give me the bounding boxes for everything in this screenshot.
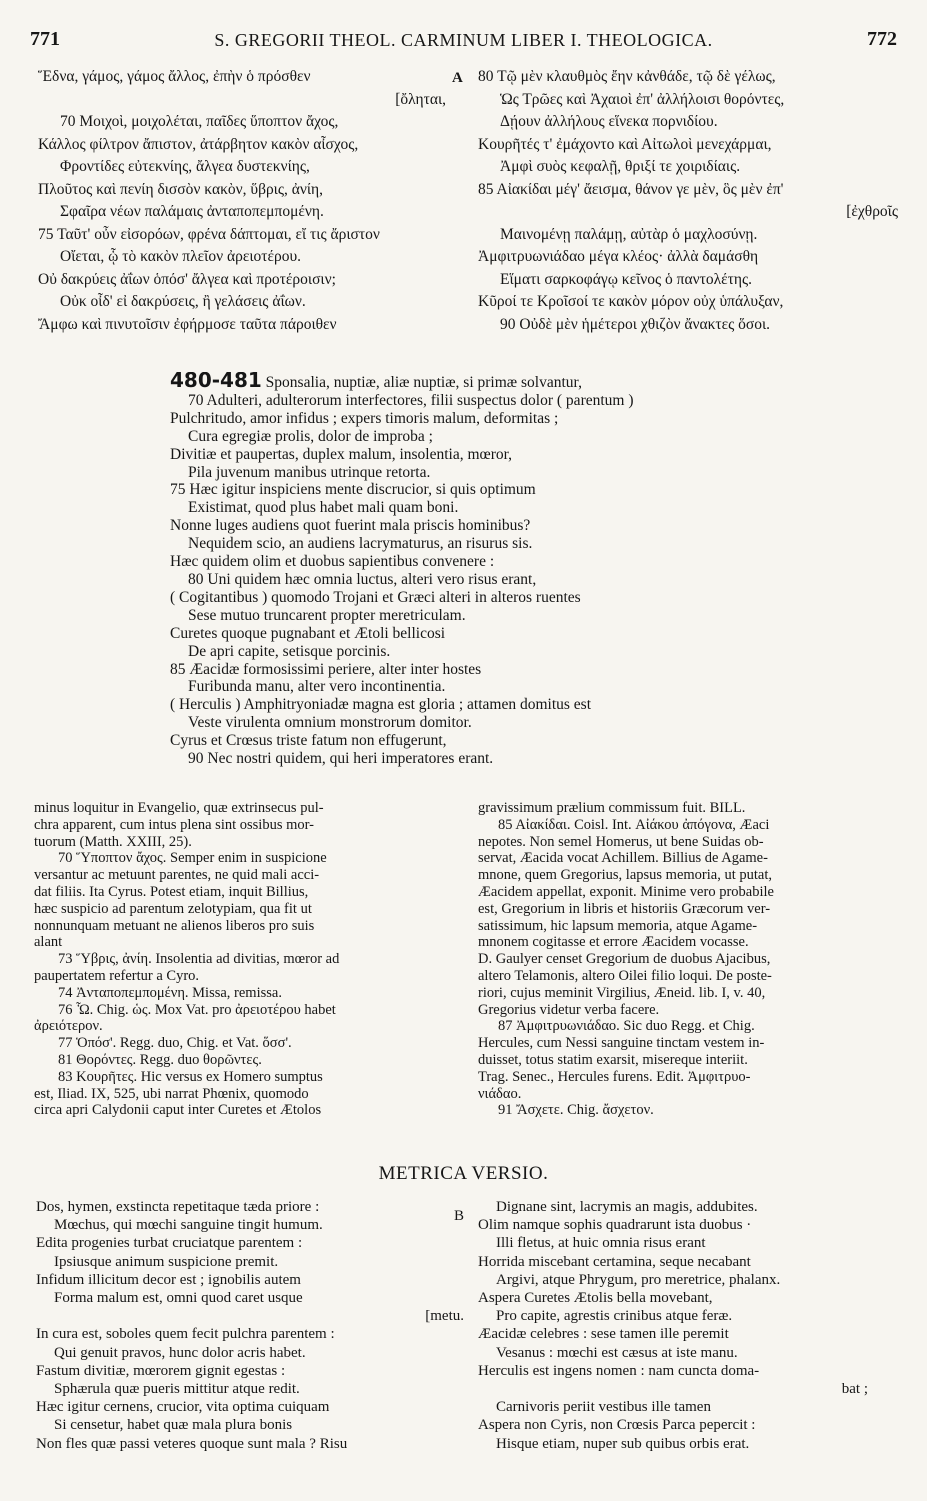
note-line: 85 Αἰακίδαι. Coisl. Int. Αἰάκου ἀπόγονα, Æaci <box>498 816 770 833</box>
greek-line: 85 Αἰακίδαι μέγ' ἄεισμα, θάνον γε μὲν, ὃς μὲν ἐπ' <box>478 180 784 198</box>
note-line: hæc suspicio ad parentum zelotypiam, qua fit ut <box>34 900 312 917</box>
note-line: minus loquitur in Evangelio, quæ extrinsecus pul- <box>34 800 324 816</box>
note-line: νιάδαο. <box>478 1085 522 1102</box>
note-line: 76 Ὧ. Chig. ὡς. Mox Vat. pro ἀρειοτέρου habet <box>58 1001 336 1018</box>
column-number: 480-481 <box>170 372 262 392</box>
greek-line: Κάλλος φίλτρον ἄπιστον, ἀτάρβητον κακὸν αἶσχος, <box>38 135 359 153</box>
note-line: Gregorius videtur verba facere. <box>478 1001 660 1018</box>
latin-line: Existimat, quod plus habet mali quam boni. <box>188 499 459 517</box>
greek-line: Ἀμφιτρυωνιάδαο μέγα κλέος· ἀλλὰ δαμάσθη <box>478 248 759 265</box>
verse-line: Hæc igitur cernens, crucior, vita optima cuiquam <box>36 1399 330 1416</box>
latin-line: Pila juvenum manibus utrinque retorta. <box>188 463 431 481</box>
latin-line: 85 Æacidæ formosissimi periere, alter inter hostes <box>170 660 482 678</box>
verse-line: Argivi, atque Phrygum, pro meretrice, phalanx. <box>496 1271 781 1288</box>
latin-line: ( Herculis ) Amphitryoniadæ magna est gloria ; attamen domitus est <box>170 696 591 714</box>
latin-line: Sponsalia, nuptiæ, aliæ nuptiæ, si primæ solvantur, <box>265 374 582 391</box>
latin-line: 70 Adulteri, adulterorum interfectores, filii suspectus dolor ( parentum ) <box>188 391 634 409</box>
greek-line: 90 Οὐδὲ μὲν ἡμέτεροι χθιζὸν ἄνακτες ὅσοι. <box>500 315 771 333</box>
note-line: dat filiis. Ita Cyrus. Potest etiam, inquit Billius, <box>34 883 309 900</box>
note-line: 74 Ἀνταποπεμπομένη. Missa, remissa. <box>58 984 282 1001</box>
running-title: S. GREGORII THEOL. CARMINUM LIBER I. THEOLOGICA. <box>214 30 713 50</box>
greek-line: 75 Ταῦτ' οὖν εἰσορόων, φρένα δάπτομαι, εἴ τις ἄριστον <box>38 225 380 243</box>
greek-line: Εἵματι σαρκοφάγῳ κεῖνος ὁ παντολέτης. <box>500 270 752 288</box>
latin-line: 75 Hæc igitur inspiciens mente discrucior, si quis optimum <box>170 481 536 499</box>
greek-line: Κῦροί τε Κροῖσοί τε κακὸν μόρον οὐχ ὑπάλυξαν, <box>478 293 784 310</box>
latin-line: De apri capite, setisque porcinis. <box>188 642 391 660</box>
note-line: Æacidem appellat, exponit. Minime vero probabile <box>478 883 774 900</box>
greek-line: Μαινομένῃ παλάμῃ, αὐτὰρ ὁ μαχλοσύνῃ. <box>500 225 758 243</box>
notes-left-column <box>34 800 458 1119</box>
note-line: paupertatem refertur a Cyro. <box>34 967 200 984</box>
note-line: ἀρειότερον. <box>34 1018 103 1035</box>
note-line: Hercules, cum Nessi sanguine tinctam vestem in- <box>478 1035 765 1052</box>
greek-line: Κουρῆτές τ' ἐμάχοντο καὶ Αἰτωλοὶ μενεχάρμαι, <box>478 135 772 153</box>
latin-line: 90 Nec nostri quidem, qui heri imperatores erant. <box>188 750 494 768</box>
verse-line: Olim namque sophis quadrarunt ista duobus · <box>478 1217 752 1234</box>
greek-line: 80 Τῷ μὲν κλαυθμὸς ἔην κἀνθάδε, τῷ δὲ γέλως, <box>478 68 776 85</box>
note-line: 77 Ὁπόσ'. Regg. duo, Chig. et Vat. ὅσσ'. <box>58 1035 292 1052</box>
verse-line: Si censetur, habet quæ mala plura bonis <box>54 1417 293 1434</box>
latin-line: Cura egregiæ prolis, dolor de improba ; <box>188 427 433 445</box>
note-line: nonnunquam metuant ne alienos liberos pro suis <box>34 917 315 934</box>
latin-line: Pulchritudo, amor infidus ; expers timoris malum, deformitas ; <box>170 409 559 427</box>
note-line: mnonem cogitasse et errore Æacidem vocasse. <box>478 934 749 951</box>
page-number-left: 771 <box>30 28 60 50</box>
latin-line: Cyrus et Crœsus triste fatum non effugerunt, <box>170 732 447 750</box>
verse-line: Vesanus : mœchi est cæsus at iste manu. <box>496 1344 738 1361</box>
note-line: 87 Ἀμφιτρυωνιάδαο. Sic duo Regg. et Chig. <box>498 1018 755 1035</box>
note-line: alant <box>34 934 63 951</box>
verse-line: Horrida miscebant certamina, seque necabant <box>478 1253 751 1270</box>
greek-line: Ἀμφὶ συὸς κεφαλῇ, θριξί τε χοιριδίαις. <box>500 158 741 175</box>
latin-line: Nequidem scio, an audiens lacrymaturus, an risurus sis. <box>188 535 533 553</box>
verse-line: Illi fletus, at huic omnia risus erant <box>496 1235 706 1252</box>
verse-line: Mœchus, qui mœchi sanguine tingit humum. <box>54 1217 323 1234</box>
latin-line: Curetes quoque pugnabant et Ætoli bellicosi <box>170 624 446 642</box>
greek-line: Ὡς Τρῶες καὶ Ἀχαιοὶ ἐπ' ἀλλήλοισι θορόντες, <box>500 90 785 108</box>
margin-letter-a: A <box>452 70 463 86</box>
verse-line: In cura est, soboles quem fecit pulchra parentem : <box>36 1326 335 1343</box>
verse-line: Herculis est ingens nomen : nam cuncta doma- <box>478 1362 760 1379</box>
metrica-versio-heading: METRICA VERSIO. <box>378 1163 549 1184</box>
verse-line: Æacidæ celebres : sese tamen ille peremit <box>478 1326 729 1343</box>
greek-line: Οὐ δακρύεις ἀΐων ὁπόσ' ἄλγεα καὶ προτέροισιν; <box>38 270 336 288</box>
verse-line: Hisque etiam, nuper sub quibus orbis erat. <box>496 1435 750 1452</box>
latin-line: Divitiæ et paupertas, duplex malum, insolentia, mœror, <box>170 445 513 463</box>
greek-line: Δῄουν ἀλλήλους εἵνεκα πορνιδίου. <box>500 113 718 130</box>
note-line: riori, cujus meminit Virgilius, Æneid. lib. I, v. 40, <box>478 984 766 1001</box>
note-line: est, Iliad. IX, 525, ubi narrat Phœnix, quomodo <box>34 1085 309 1102</box>
latin-line: 80 Uni quidem hæc omnia luctus, alteri vero risus erant, <box>188 570 537 588</box>
note-line: duisset, totus statim exarsit, misereque interiit. <box>478 1051 748 1068</box>
page-number-right: 772 <box>867 28 897 50</box>
verse-line: Infidum illicitum decor est ; ignobilis autem <box>36 1271 301 1288</box>
metrica-left-column <box>36 1198 464 1453</box>
verse-line: Edita progenies turbat cruciatque parentem : <box>36 1235 303 1252</box>
verse-line: Pro capite, agrestis crinibus atque feræ. <box>496 1308 733 1325</box>
verse-line: bat ; <box>841 1381 868 1398</box>
greek-line: Οἴεται, ᾧ τὸ κακὸν πλεῖον ἀρειοτέρου. <box>60 248 302 265</box>
verse-line: Sphærula quæ pueris mittitur atque redit. <box>54 1381 300 1398</box>
page-header <box>30 28 897 58</box>
greek-line: Ἕδνα, γάμος, γάμος ἄλλος, ἐπὴν ὁ πρόσθεν <box>38 68 311 85</box>
greek-line: [ὄληται, <box>395 90 446 108</box>
note-line: gravissimum prælium commissum fuit. BILL. <box>478 800 746 816</box>
verse-line: Forma malum est, omni quod caret usque <box>54 1290 303 1307</box>
note-line: 83 Κουρῆτες. Hic versus ex Homero sumptus <box>58 1068 323 1085</box>
greek-line: 70 Μοιχοὶ, μοιχολέται, παῖδες ὕποπτον ἄχος, <box>60 113 339 130</box>
metrica-right-column <box>478 1198 898 1453</box>
latin-line: Nonne luges audiens quot fuerint mala priscis hominibus? <box>170 517 531 535</box>
note-line: tuorum (Matth. XXIII, 25). <box>34 833 192 850</box>
verse-line: Dos, hymen, exstincta repetitaque tæda priore : <box>36 1199 320 1215</box>
note-line: versantur ac metuunt parentes, ne quid mali acci- <box>34 867 320 884</box>
greek-line: Πλοῦτος καὶ πενίη δισσὸν κακὸν, ὕβρις, ἀνίη, <box>38 180 324 198</box>
note-line: Trag. Senec., Hercules furens. Edit. Ἀμφιτρυο- <box>478 1068 751 1085</box>
note-line: nepotes. Non semel Homerus, ut bene Suidas ob- <box>478 833 764 850</box>
note-line: servat, Æacida vocat Achillem. Billius de Agame- <box>478 850 768 867</box>
note-line: 91 Ἄσχετε. Chig. ἄσχετον. <box>498 1102 654 1119</box>
latin-line: Sese mutuo truncarent propter meretriculam. <box>188 606 466 624</box>
note-line: chra apparent, cum intus plena sint ossibus mor- <box>34 816 314 833</box>
note-line: satissimum, hic lapsum memoria, atque Agame- <box>478 917 758 934</box>
note-line: D. Gaulyer censet Gregorium de duobus Ajacibus, <box>478 951 771 968</box>
latin-line: Veste virulenta omnium monstrorum domitor. <box>188 714 472 732</box>
greek-line: Φροντίδες εὐτεκνίης, ἄλγεα δυστεκνίης, <box>60 158 310 175</box>
verse-line: Fastum divitiæ, mœrorem gignit egestas : <box>36 1362 286 1379</box>
note-line: est, Gregorium in libris et historiis Græcorum ver- <box>478 900 771 917</box>
greek-text-right-column <box>478 66 898 336</box>
notes-right-column <box>478 800 898 1119</box>
greek-line: [ἐχθροῖς <box>846 203 898 220</box>
note-line: circa apri Calydonii caput inter Curetes et Ætolos <box>34 1102 322 1119</box>
latin-line: Hæc quidem olim et duobus sapientibus convenere : <box>170 553 495 571</box>
verse-line: Aspera non Cyris, non Crœsis Parca pepercit : <box>478 1417 756 1434</box>
greek-line: Οὐκ οἶδ' εἰ δακρύσεις, ἢ γελάσεις ἀΐων. <box>60 293 306 310</box>
latin-line: ( Cogitantibus ) quomodo Trojani et Græci alteri in alteros ruentes <box>170 588 581 606</box>
verse-line: Ipsiusque animum suspicione premit. <box>54 1253 279 1270</box>
note-line: 70 Ὕποπτον ἄχος. Semper enim in suspicione <box>58 850 327 867</box>
latin-line: Furibunda manu, alter vero incontinentia. <box>188 678 446 696</box>
margin-letter-b: B <box>454 1208 465 1224</box>
greek-line: Σφαῖρα νέων παλάμαις ἀνταποπεμπομένη. <box>60 203 324 220</box>
note-line: mnone, quem Gregorius, lapsus memoria, ut putat, <box>478 867 772 884</box>
latin-translation <box>170 372 790 768</box>
verse-line: Carnivoris periit vestibus ille tamen <box>496 1399 711 1416</box>
note-line: 81 Θορόντες. Regg. duo θορῶντες. <box>58 1051 262 1068</box>
note-line: 73 Ὕβρις, ἀνίη. Insolentia ad divitias, mœror ad <box>58 951 340 968</box>
verse-line: Dignane sint, lacrymis an magis, addubites. <box>496 1199 758 1215</box>
verse-line: Non fles quæ passi veteres quoque sunt mala ? Risu <box>36 1435 348 1452</box>
note-line: altero Telamonis, altero Oilei filio loqui. De poste- <box>478 967 772 984</box>
verse-line: [metu. <box>425 1308 464 1325</box>
verse-line: Qui genuit pravos, hunc dolor acris habet. <box>54 1344 306 1361</box>
verse-line: Aspera Curetes Ætolis bella movebant, <box>478 1290 713 1307</box>
greek-line: Ἄμφω καὶ πινυτοῖσιν ἐφήρμοσε ταῦτα πάροιθεν <box>38 315 337 333</box>
greek-text-left-column <box>38 66 466 336</box>
